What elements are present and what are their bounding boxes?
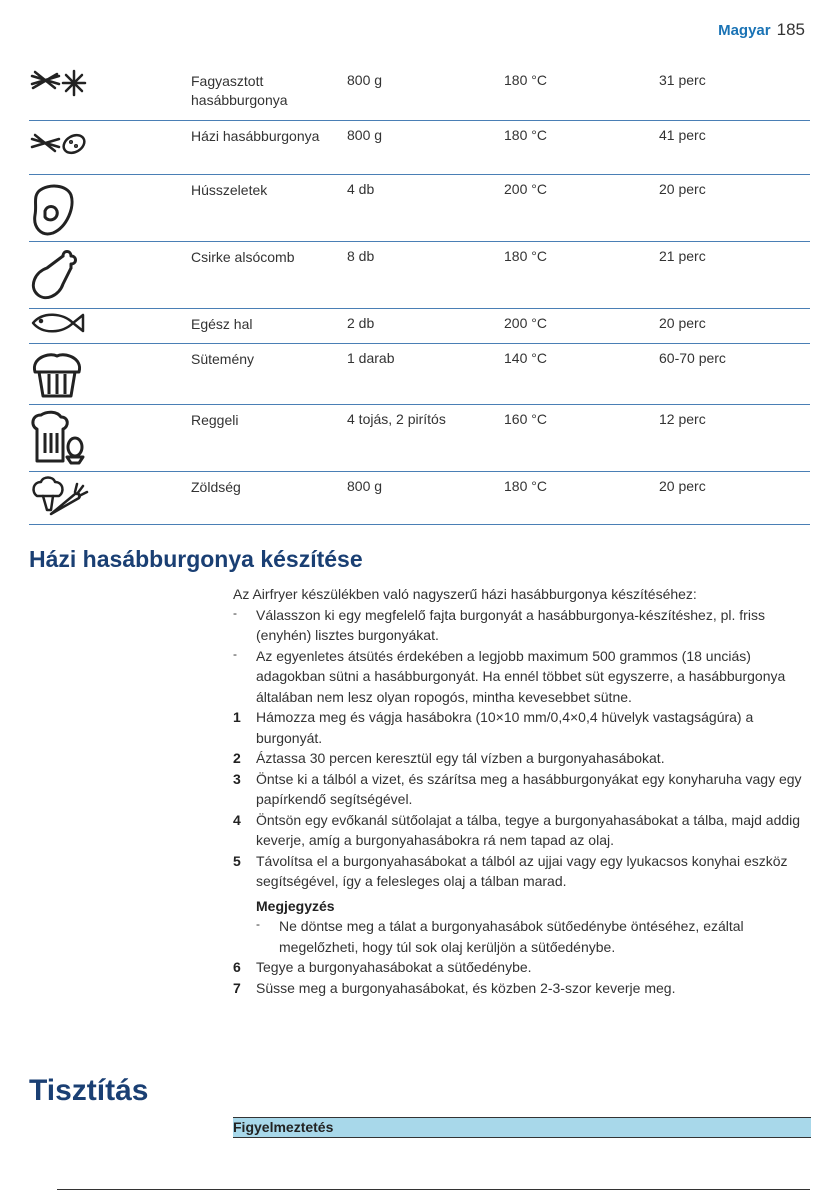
step-number: 6	[233, 959, 241, 975]
food-amount: 800 g	[347, 477, 383, 494]
food-temp: 180 °C	[504, 247, 547, 264]
list-item: - Válasszon ki egy megfelelő fajta burgonyát a hasábburgonya-készítéshez, pl. friss (enyhén) lisztes burgonyákat.	[233, 605, 811, 646]
food-name: Egész hal	[191, 315, 253, 332]
step-number: 2	[233, 750, 241, 766]
step-item	[233, 851, 811, 892]
page-header	[718, 20, 805, 40]
cooking-table	[29, 66, 810, 525]
table-row	[29, 404, 810, 471]
step-text: Süsse meg a burgonyahasábokat, és közben 2-3-szor keverje meg.	[256, 979, 676, 996]
vegetables-icon	[29, 471, 191, 524]
food-name: Sütemény	[191, 350, 255, 367]
step-number: 3	[233, 770, 241, 787]
muffin-icon	[29, 343, 191, 404]
language-label: Magyar	[718, 22, 771, 39]
page-number: 185	[776, 20, 805, 39]
food-time: 20 perc	[659, 477, 706, 494]
note-label: Megjegyzés	[256, 897, 335, 914]
food-time: 12 perc	[659, 410, 706, 427]
note-text: - Ne döntse meg a tálat a burgonyahasábok sütőedénybe öntéséhez, ezáltal megelőzheti, hogy túl sok olaj kerüljön a sütőedénybe.	[233, 916, 811, 957]
step-item	[233, 707, 811, 748]
food-name: Zöldség	[191, 478, 241, 495]
step-text: Öntsön egy evőkanál sütőolajat a tálba, tegye a burgonyahasábokat a tálba, majd addig keverje, amíg a burgonyahasábokra rá nem tapad az olaj.	[256, 811, 801, 848]
step-item	[233, 957, 811, 978]
food-time: 60-70 perc	[659, 349, 726, 366]
food-time: 31 perc	[659, 72, 706, 88]
food-amount: 4 db	[347, 180, 375, 197]
food-amount: 2 db	[347, 314, 375, 331]
step-text: Áztassa 30 percen keresztül egy tál vízben a burgonyahasábokat.	[256, 750, 665, 766]
step-number: 4	[233, 811, 241, 828]
food-temp: 180 °C	[504, 477, 547, 494]
food-amount: 4 tojás, 2 pirítós	[347, 410, 446, 427]
food-temp: 160 °C	[504, 410, 547, 427]
table-row	[29, 66, 810, 120]
step-number: 5	[233, 852, 241, 869]
step-text: Tegye a burgonyahasábokat a sütőedénybe.	[256, 959, 532, 975]
footer-divider	[57, 1189, 810, 1190]
food-amount: 1 darab	[347, 349, 395, 366]
frozen-fries-icon	[29, 66, 191, 120]
table-row	[29, 471, 810, 524]
table-row	[29, 241, 810, 308]
food-name: Hússzeletek	[191, 181, 268, 198]
fish-icon	[29, 308, 191, 343]
food-temp: 140 °C	[504, 349, 547, 366]
step-number: 1	[233, 709, 241, 725]
food-temp: 200 °C	[504, 180, 547, 197]
food-name: Házi hasábburgonya	[191, 127, 320, 144]
table-row	[29, 174, 810, 241]
step-text: Öntse ki a tálból a vizet, és szárítsa meg a hasábburgonyákat egy konyharuha vagy egy papírkendő segítségével.	[256, 770, 802, 807]
step-item	[233, 810, 811, 851]
food-time: 20 perc	[659, 314, 706, 331]
table-row	[29, 120, 810, 174]
food-amount: 800 g	[347, 126, 383, 143]
section-title-cleaning: Tisztítás	[29, 1074, 149, 1107]
table-row	[29, 343, 810, 404]
food-time: 21 perc	[659, 247, 706, 264]
list-item: - Az egyenletes átsütés érdekében a legjobb maximum 500 grammos (18 unciás) adagokban sütni a hasábburgonyát. Ha ennél többet süt egyszerre, a hasábburgonya általában nem lesz olyan ropogós, mintha kevesebbet sütne.	[233, 646, 811, 708]
step-text: Távolítsa el a burgonyahasábokat a tálból az ujjai vagy egy lyukacsos konyhai eszköz segítségével, így a felesleges olaj a tálban marad.	[256, 852, 788, 889]
step-item	[233, 978, 811, 999]
homemade-fries-icon	[29, 120, 191, 174]
food-temp: 180 °C	[504, 72, 547, 88]
step-text: Hámozza meg és vágja hasábokra (10×10 mm/0,4×0,4 hüvelyk vastagságúra) a burgonyát.	[256, 709, 754, 746]
step-item	[233, 748, 811, 769]
food-name: Reggeli	[191, 411, 239, 428]
food-name: Csirke alsócomb	[191, 248, 295, 265]
food-time: 20 perc	[659, 180, 706, 197]
section-title: Házi hasábburgonya készítése	[29, 546, 363, 572]
instructions	[233, 584, 811, 998]
breakfast-icon	[29, 404, 191, 471]
food-amount: 8 db	[347, 247, 375, 264]
food-temp: 180 °C	[504, 126, 547, 143]
food-time: 41 perc	[659, 126, 706, 143]
step-number: 7	[233, 979, 241, 996]
step-item	[233, 769, 811, 810]
intro-text: Az Airfryer készülékben való nagyszerű házi hasábburgonya készítéséhez:	[233, 586, 697, 602]
meat-icon	[29, 174, 191, 241]
food-name: Fagyasztott hasábburgonya	[191, 73, 288, 108]
drumstick-icon	[29, 241, 191, 308]
table-row	[29, 308, 810, 343]
food-amount: 800 g	[347, 72, 383, 88]
warning-banner: Figyelmeztetés	[233, 1117, 811, 1138]
food-temp: 200 °C	[504, 314, 547, 331]
